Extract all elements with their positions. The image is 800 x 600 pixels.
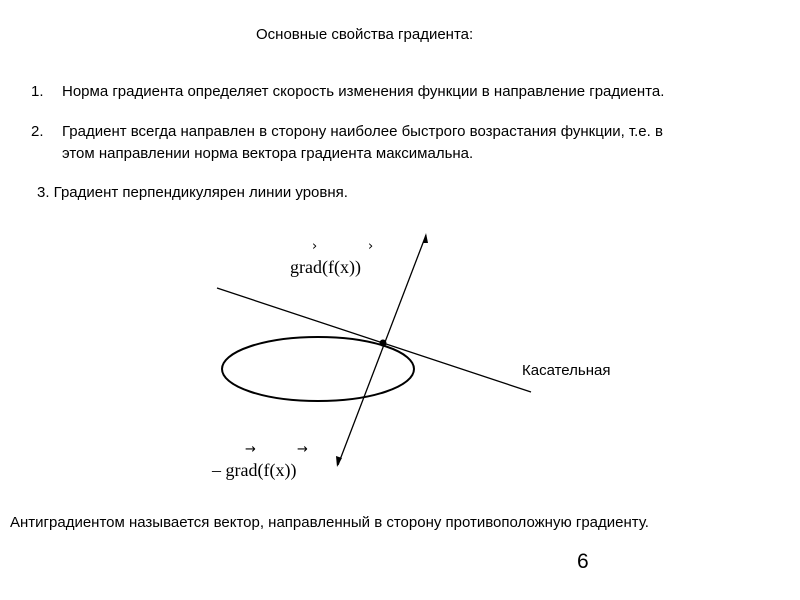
list-item-3-text: 3. Градиент перпендикулярен линии уровня. bbox=[37, 184, 348, 201]
slide-number: 6 bbox=[577, 550, 589, 573]
gradient-arrowhead bbox=[423, 233, 428, 243]
tangent-line bbox=[217, 288, 531, 392]
list-item-1-text: Норма градиента определяет скорость изменения функции в направление градиента. bbox=[62, 83, 665, 100]
list-item-2-line-2: этом направлении норма вектора градиента максимальна. bbox=[62, 145, 474, 162]
vector-mark-neg-x: → bbox=[297, 442, 308, 457]
level-curve bbox=[222, 337, 414, 401]
antigradient-label: – grad(f(x)) bbox=[212, 460, 297, 480]
tangent-label: Касательная bbox=[522, 362, 611, 379]
slide-title: Основные свойства градиента: bbox=[256, 26, 474, 43]
tangency-point bbox=[380, 340, 387, 347]
list-item-2-line-1: Градиент всегда направлен в сторону наиболее быстрого возрастания функции, т.е. в bbox=[62, 123, 663, 140]
gradient-label: grad(f(x)) bbox=[290, 257, 361, 277]
vector-mark-x: › bbox=[368, 239, 374, 254]
vector-mark-neg-grad: → bbox=[245, 442, 256, 457]
antigradient-definition: Антиградиентом называется вектор, направленный в сторону противоположную градиенту. bbox=[10, 514, 649, 531]
vector-mark-grad: › bbox=[312, 239, 318, 254]
list-number-1: 1. bbox=[31, 83, 44, 100]
list-number-2: 2. bbox=[31, 123, 44, 140]
